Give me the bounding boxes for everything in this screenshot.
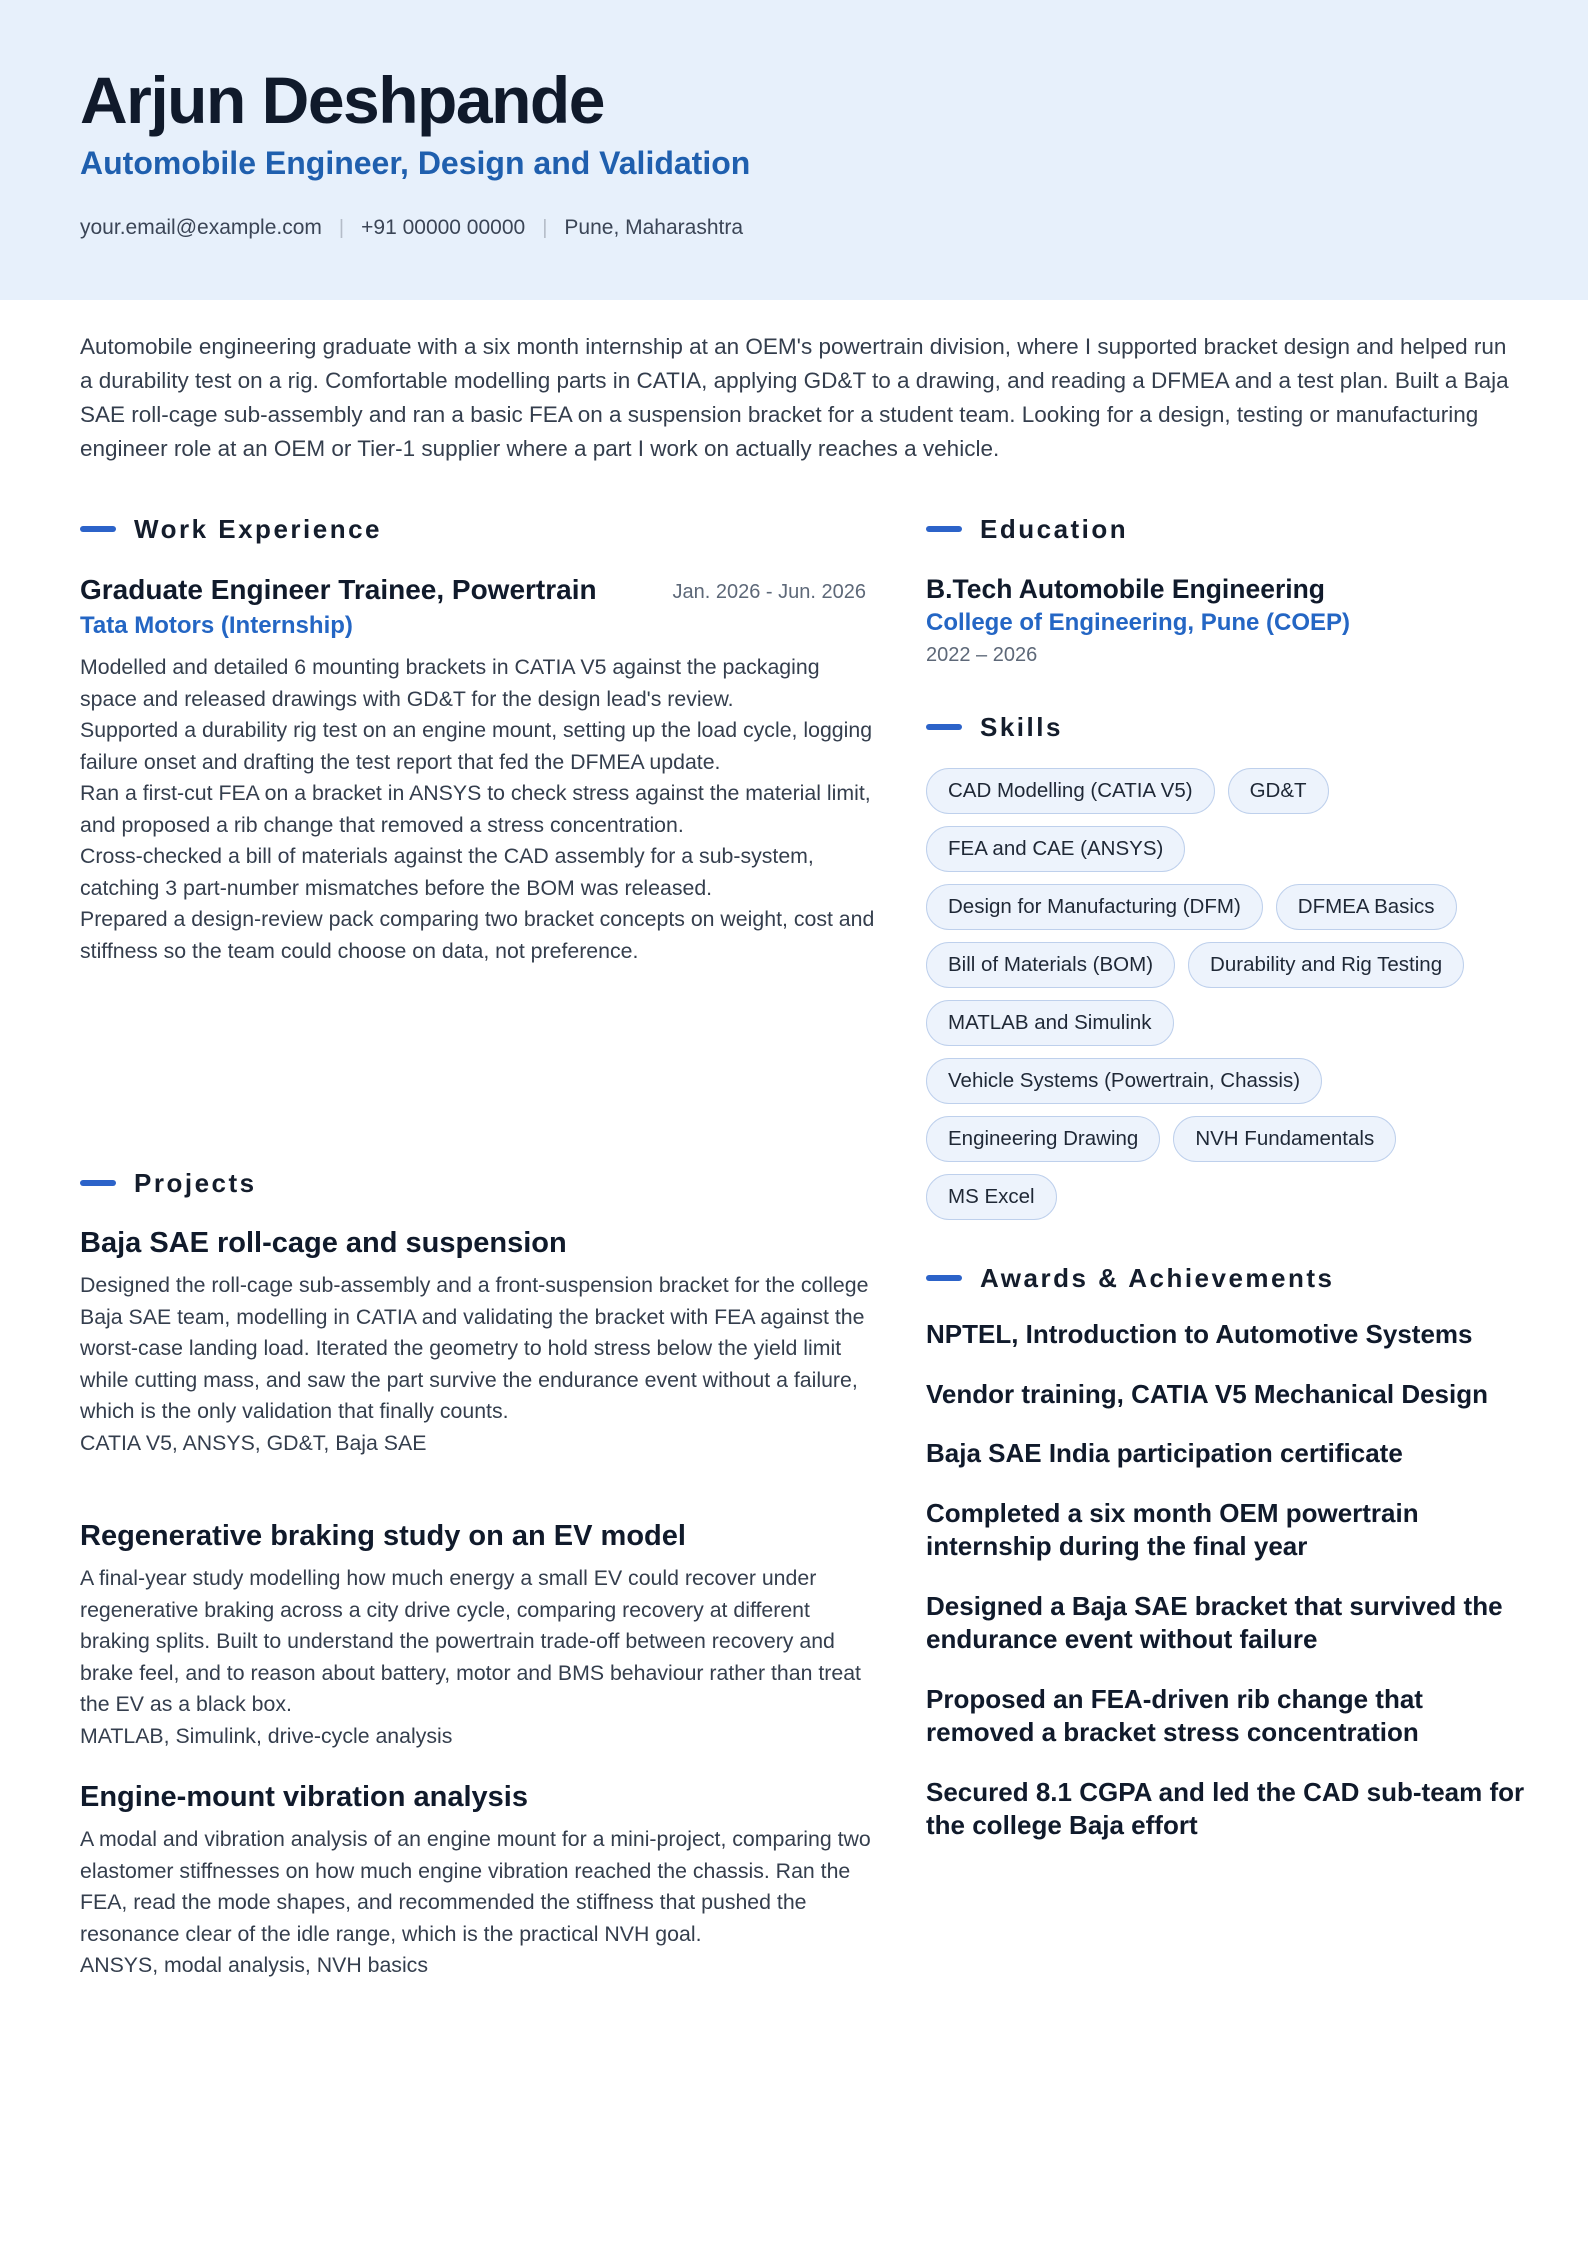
skill-chip: MS Excel bbox=[926, 1174, 1057, 1220]
skills-row bbox=[926, 942, 1526, 988]
candidate-name: Arjun Deshpande bbox=[80, 63, 604, 137]
skill-chip: Durability and Rig Testing bbox=[1188, 942, 1464, 988]
project-tags: MATLAB, Simulink, drive-cycle analysis bbox=[80, 1723, 453, 1748]
project-title: Regenerative braking study on an EV model bbox=[80, 1520, 686, 1552]
contact-location: Pune, Maharashtra bbox=[564, 216, 744, 239]
project-description: A final-year study modelling how much energy a small EV could recover under regenerative braking across a city drive cycle, comparing recovery at different braking splits. Built to understand the powertrain trade-off between recovery and brake feel, and to reason about battery, motor and BMS behaviour rather than treat the EV as a black box. bbox=[80, 1566, 861, 1716]
award-item: Proposed an FEA-driven rib change that removed a bracket stress concentration bbox=[926, 1683, 1423, 1747]
project-tags: CATIA V5, ANSYS, GD&T, Baja SAE bbox=[80, 1430, 427, 1455]
experience-bullet: Cross-checked a bill of materials against the CAD assembly for a sub-system, catching 3 part-number mismatches before the BOM was released. bbox=[80, 844, 814, 900]
section-accent-bar bbox=[80, 1180, 116, 1186]
project-body bbox=[80, 1824, 880, 1982]
section-heading-skills bbox=[926, 709, 1063, 745]
job-dates: Jan. 2026 - Jun. 2026 bbox=[672, 581, 866, 603]
section-heading-label: Education bbox=[980, 514, 1129, 544]
section-heading-label: Projects bbox=[134, 1168, 257, 1198]
project-tags: ANSYS, modal analysis, NVH basics bbox=[80, 1953, 428, 1977]
project-description: A modal and vibration analysis of an engine mount for a mini-project, comparing two elastomer stiffnesses on how much engine vibration reached the chassis. Ran the FEA, read the mode shapes, and recommended the stiffness that pushed the resonance clear of the idle range, which is the practical NVH goal. bbox=[80, 1827, 871, 1946]
section-heading-projects bbox=[80, 1165, 257, 1201]
section-accent-bar bbox=[926, 1275, 962, 1281]
skill-chip: NVH Fundamentals bbox=[1173, 1116, 1396, 1162]
job-title: Graduate Engineer Trainee, Powertrain bbox=[80, 574, 597, 605]
section-heading-experience bbox=[80, 511, 382, 547]
experience-bullet: Modelled and detailed 6 mounting brackets in CATIA V5 against the packaging space and released drawings with GD&T for the design lead's review. bbox=[80, 655, 820, 711]
award-item: Completed a six month OEM powertrain internship during the final year bbox=[926, 1497, 1419, 1561]
skills-row bbox=[926, 1000, 1526, 1046]
summary-paragraph: Automobile engineering graduate with a six month internship at an OEM's powertrain division, where I supported bracket design and helped run a durability test on a rig. Comfortable modelling parts in CATIA, applying GD&T to a drawing, and reading a DFMEA and a test plan. Built a Baja SAE roll-cage sub-assembly and ran a basic FEA on a suspension bracket for a student team. Looking for a design, testing or manufacturing engineer role at an OEM or Tier-1 supplier where a part I work on actually reaches a vehicle. bbox=[80, 334, 1509, 461]
skills-row bbox=[926, 768, 1526, 814]
skill-chip: Engineering Drawing bbox=[926, 1116, 1160, 1162]
section-heading-awards bbox=[926, 1260, 1335, 1296]
header-banner bbox=[0, 0, 1588, 300]
experience-bullet: Prepared a design-review pack comparing two bracket concepts on weight, cost and stiffness so the team could choose on data, not preference. bbox=[80, 907, 875, 963]
skills-row bbox=[926, 1174, 1526, 1220]
education-years: 2022 – 2026 bbox=[926, 644, 1038, 666]
section-accent-bar bbox=[926, 526, 962, 532]
experience-bullets bbox=[80, 652, 880, 967]
experience-bullet: Supported a durability rig test on an engine mount, setting up the load cycle, logging failure onset and drafting the test report that fed the DFMEA update. bbox=[80, 718, 873, 774]
skills-list bbox=[926, 768, 1526, 1232]
awards-list bbox=[926, 1318, 1526, 1869]
award-item: Vendor training, CATIA V5 Mechanical Design bbox=[926, 1378, 1488, 1409]
section-heading-education bbox=[926, 511, 1128, 547]
skill-chip: GD&T bbox=[1228, 768, 1329, 814]
skill-chip: Vehicle Systems (Powertrain, Chassis) bbox=[926, 1058, 1322, 1104]
contact-email: your.email@example.com bbox=[80, 216, 322, 239]
skill-chip: Design for Manufacturing (DFM) bbox=[926, 884, 1263, 930]
contact-phone: +91 00000 00000 bbox=[361, 216, 526, 239]
skill-chip: Bill of Materials (BOM) bbox=[926, 942, 1175, 988]
contact-separator: | bbox=[542, 217, 548, 239]
project-description: Designed the roll-cage sub-assembly and a front-suspension bracket for the college Baja SAE team, modelling in CATIA and validating the bracket with FEA against the worst-case landing load. Iterated the geometry to hold stress below the yield limit while cutting mass, and saw the part survive the endurance event without a failure, which is the only validation that finally counts. bbox=[80, 1273, 869, 1423]
skills-row bbox=[926, 1116, 1526, 1162]
candidate-role: Automobile Engineer, Design and Validation bbox=[80, 145, 751, 181]
skill-chip: MATLAB and Simulink bbox=[926, 1000, 1174, 1046]
award-item: Designed a Baja SAE bracket that survived the endurance event without failure bbox=[926, 1590, 1503, 1654]
education-school: College of Engineering, Pune (COEP) bbox=[926, 609, 1351, 636]
skills-row bbox=[926, 1058, 1526, 1104]
award-item: Baja SAE India participation certificate bbox=[926, 1438, 1403, 1468]
section-heading-label: Awards & Achievements bbox=[980, 1263, 1335, 1293]
skills-row bbox=[926, 826, 1526, 872]
project-title: Engine-mount vibration analysis bbox=[80, 1781, 528, 1813]
project-body bbox=[80, 1563, 880, 1752]
skill-chip: CAD Modelling (CATIA V5) bbox=[926, 768, 1215, 814]
education-degree: B.Tech Automobile Engineering bbox=[926, 574, 1325, 604]
section-heading-label: Skills bbox=[980, 712, 1063, 742]
section-accent-bar bbox=[926, 724, 962, 730]
contact-line bbox=[80, 212, 743, 244]
award-item: NPTEL, Introduction to Automotive Systems bbox=[926, 1319, 1473, 1349]
job-company: Tata Motors (Internship) bbox=[80, 612, 353, 639]
project-title: Baja SAE roll-cage and suspension bbox=[80, 1227, 567, 1259]
skill-chip: FEA and CAE (ANSYS) bbox=[926, 826, 1185, 872]
contact-separator: | bbox=[338, 217, 345, 239]
skill-chip: DFMEA Basics bbox=[1276, 884, 1457, 930]
skills-row bbox=[926, 884, 1526, 930]
project-body bbox=[80, 1270, 880, 1459]
section-accent-bar bbox=[80, 526, 116, 532]
award-item: Secured 8.1 CGPA and led the CAD sub-team for the college Baja effort bbox=[926, 1776, 1525, 1840]
experience-bullet: Ran a first-cut FEA on a bracket in ANSYS to check stress against the material limit, and proposed a rib change that removed a stress concentration. bbox=[80, 781, 871, 837]
section-heading-label: Work Experience bbox=[134, 514, 383, 544]
